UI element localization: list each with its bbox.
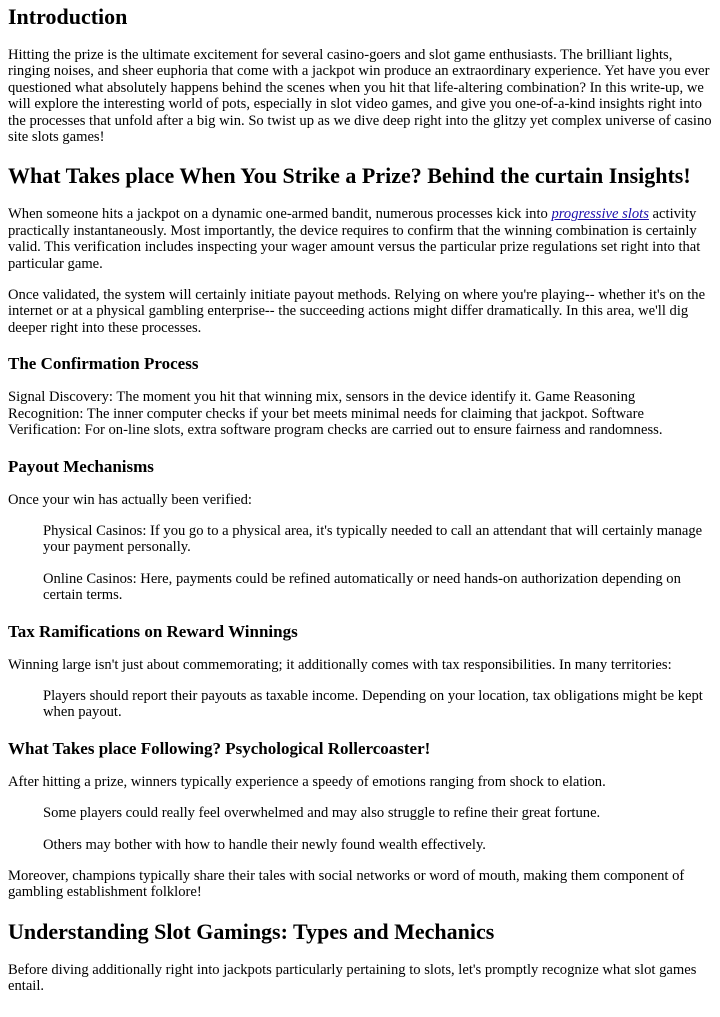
psych-heading: What Takes place Following? Psychological Rollercoaster! — [8, 738, 431, 758]
progressive-slots-link[interactable]: progressive slots — [551, 206, 649, 223]
strike-p1-after: activity practically instantaneously. Most importantly, the device requires to confirm that the winning combination is certainly valid. This verification includes inspecting your wager amount versus the particular prize regulations set right into that particular game. — [8, 206, 701, 272]
psych-quote-block — [43, 805, 712, 853]
payout-online: Online Casinos: Here, payments could be refined automatically or need hands-on authorization depending on certain terms. — [43, 570, 681, 604]
confirmation-paragraph: Signal Discovery: The moment you hit that winning mix, sensors in the device identify it. Game Reasoning Recognition: The inner computer checks if your bet meets minimal needs for claiming that jackpot. Software Verification: For on-line slots, extra software program checks are carried out to ensure fairness and randomness. — [8, 389, 663, 439]
psych-quote-1: Some players could really feel overwhelmed and may also struggle to refine their great fortune. — [43, 805, 601, 822]
psych-outro: Moreover, champions typically share their tales with social networks or word of mouth, making them component of gambling establishment folklore! — [8, 867, 685, 901]
confirmation-heading: The Confirmation Process — [8, 354, 199, 374]
tax-quote-block — [43, 688, 712, 721]
payout-quote — [43, 523, 712, 604]
article — [8, 0, 712, 1010]
payout-heading: Payout Mechanisms — [8, 456, 154, 476]
strike-heading: What Takes place When You Strike a Prize? Behind the curtain Insights! — [8, 163, 691, 189]
tax-intro: Winning large isn't just about commemorating; it additionally comes with tax responsibilities. In many territories: — [8, 656, 672, 673]
intro-paragraph: Hitting the prize is the ultimate excitement for several casino-goers and slot game enthusiasts. The brilliant lights, ringing noises, and sheer euphoria that come with a jackpot win produce an extraordinary experience. Yet have you ever questioned what absolutely happens behind the scenes when you hit that life-altering combination? In this write-up, we will explore the interesting world of pots, especially in slot video games, and give you one-of-a-kind insights right into the processes that unfold after a big win. So twist up as we dive deep right into the glitzy yet complex universe of casino site slots games! — [8, 47, 712, 146]
slot-paragraph: Before diving additionally right into jackpots particularly pertaining to slots, let's promptly recognize what slot games entail. — [8, 961, 697, 995]
intro-heading: Introduction — [8, 4, 128, 29]
tax-quote: Players should report their payouts as taxable income. Depending on your location, tax obligations might be kept when payout. — [43, 687, 703, 721]
slot-heading: Understanding Slot Gamings: Types and Mechanics — [8, 918, 495, 944]
payout-intro: Once your win has actually been verified: — [8, 491, 252, 508]
tax-heading: Tax Ramifications on Reward Winnings — [8, 621, 298, 641]
payout-physical: Physical Casinos: If you go to a physical area, it's typically needed to call an attendant that will certainly manage your payment personally. — [43, 522, 703, 556]
psych-quote-2: Others may bother with how to handle their newly found wealth effectively. — [43, 836, 486, 853]
psych-intro: After hitting a prize, winners typically experience a speedy of emotions ranging from shock to elation. — [8, 773, 606, 790]
strike-paragraph-2: Once validated, the system will certainly initiate payout methods. Relying on where you're playing-- whether it's on the internet or at a physical gambling enterprise-- the succeeding actions might differ dramatically. In this area, we'll dig deeper right into these processes. — [8, 287, 706, 336]
strike-p1-before: When someone hits a jackpot on a dynamic one-armed bandit, numerous processes kick into — [8, 206, 552, 223]
strike-paragraph-1 — [8, 206, 712, 272]
